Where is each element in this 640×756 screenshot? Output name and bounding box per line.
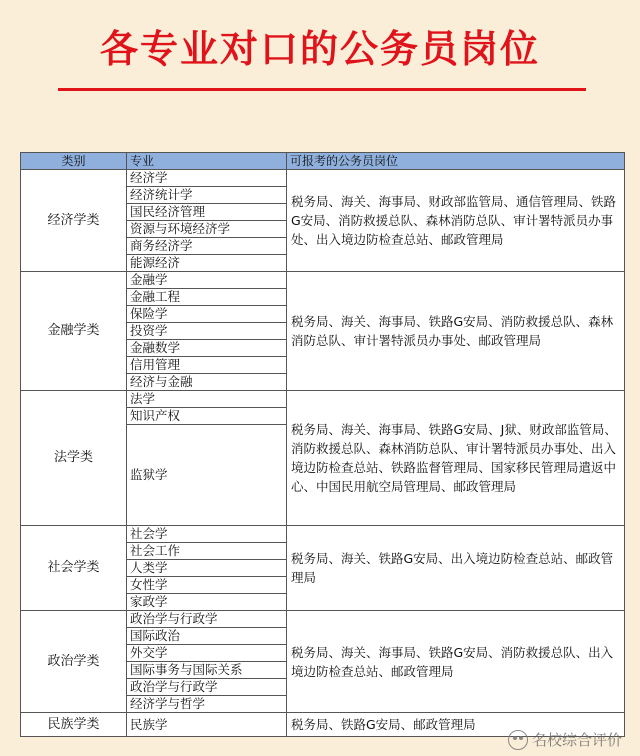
major-cell: 外交学 — [127, 645, 287, 662]
table-row — [21, 170, 625, 187]
major-cell: 国民经济管理 — [127, 204, 287, 221]
header-jobs: 可报考的公务员岗位 — [287, 153, 625, 170]
major-cell: 社会学 — [127, 526, 287, 543]
major-cell: 经济统计学 — [127, 187, 287, 204]
major-cell: 经济与金融 — [127, 374, 287, 391]
major-cell: 商务经济学 — [127, 238, 287, 255]
header-category: 类别 — [21, 153, 127, 170]
jobs-cell: 税务局、海关、海事局、铁路G安局、J狱、财政部监管局、消防救援总队、森林消防总队、审计署特派员办事处、出入境边防检查总站、铁路监督管理局、国家移民管理局遣返中心、中国民用航空局管理局、邮政管理局 — [287, 391, 625, 526]
category-cell: 经济学类 — [21, 170, 127, 272]
major-cell: 金融学 — [127, 272, 287, 289]
major-cell: 经济学 — [127, 170, 287, 187]
table-row — [21, 391, 625, 408]
category-cell: 政治学类 — [21, 611, 127, 713]
table-header-row — [21, 153, 625, 170]
major-cell: 信用管理 — [127, 357, 287, 374]
category-cell: 法学类 — [21, 391, 127, 526]
table-row — [21, 526, 625, 543]
watermark — [508, 729, 622, 750]
major-cell: 金融数学 — [127, 340, 287, 357]
jobs-cell: 税务局、海关、铁路G安局、出入境边防检查总站、邮政管理局 — [287, 526, 625, 611]
jobs-cell: 税务局、海关、海事局、铁路G安局、消防救援总队、森林消防总队、审计署特派员办事处、邮政管理局 — [287, 272, 625, 391]
major-cell: 投资学 — [127, 323, 287, 340]
major-cell: 金融工程 — [127, 289, 287, 306]
majors-jobs-table — [20, 152, 625, 737]
category-cell: 社会学类 — [21, 526, 127, 611]
jobs-cell: 税务局、海关、海事局、铁路G安局、消防救援总队、出入境边防检查总站、邮政管理局 — [287, 611, 625, 713]
title-underline — [58, 88, 586, 91]
major-cell: 政治学与行政学 — [127, 611, 287, 628]
watermark-text: 名校综合评价 — [531, 731, 622, 749]
table-row — [21, 611, 625, 628]
major-cell: 政治学与行政学 — [127, 679, 287, 696]
major-cell: 国际事务与国际关系 — [127, 662, 287, 679]
jobs-cell: 税务局、海关、海事局、财政部监管局、通信管理局、铁路G安局、消防救援总队、森林消防总队、审计署特派员办事处、出入境边防检查总站、邮政管理局 — [287, 170, 625, 272]
major-cell: 监狱学 — [127, 425, 287, 526]
category-cell: 民族学类 — [21, 713, 127, 737]
major-cell: 能源经济 — [127, 255, 287, 272]
major-cell: 社会工作 — [127, 543, 287, 560]
major-cell: 人类学 — [127, 560, 287, 577]
major-cell: 保险学 — [127, 306, 287, 323]
major-cell: 知识产权 — [127, 408, 287, 425]
major-cell: 经济学与哲学 — [127, 696, 287, 713]
header-major: 专业 — [127, 153, 287, 170]
wechat-icon — [508, 730, 528, 750]
jobs-cell: 税务局、铁路G安局、邮政管理局 — [287, 713, 625, 737]
major-cell: 法学 — [127, 391, 287, 408]
page-title: 各专业对口的公务员岗位 — [99, 27, 540, 71]
major-cell: 家政学 — [127, 594, 287, 611]
major-cell: 女性学 — [127, 577, 287, 594]
major-cell: 国际政治 — [127, 628, 287, 645]
table-row — [21, 272, 625, 289]
category-cell: 金融学类 — [21, 272, 127, 391]
major-cell: 民族学 — [127, 713, 287, 737]
major-cell: 资源与环境经济学 — [127, 221, 287, 238]
